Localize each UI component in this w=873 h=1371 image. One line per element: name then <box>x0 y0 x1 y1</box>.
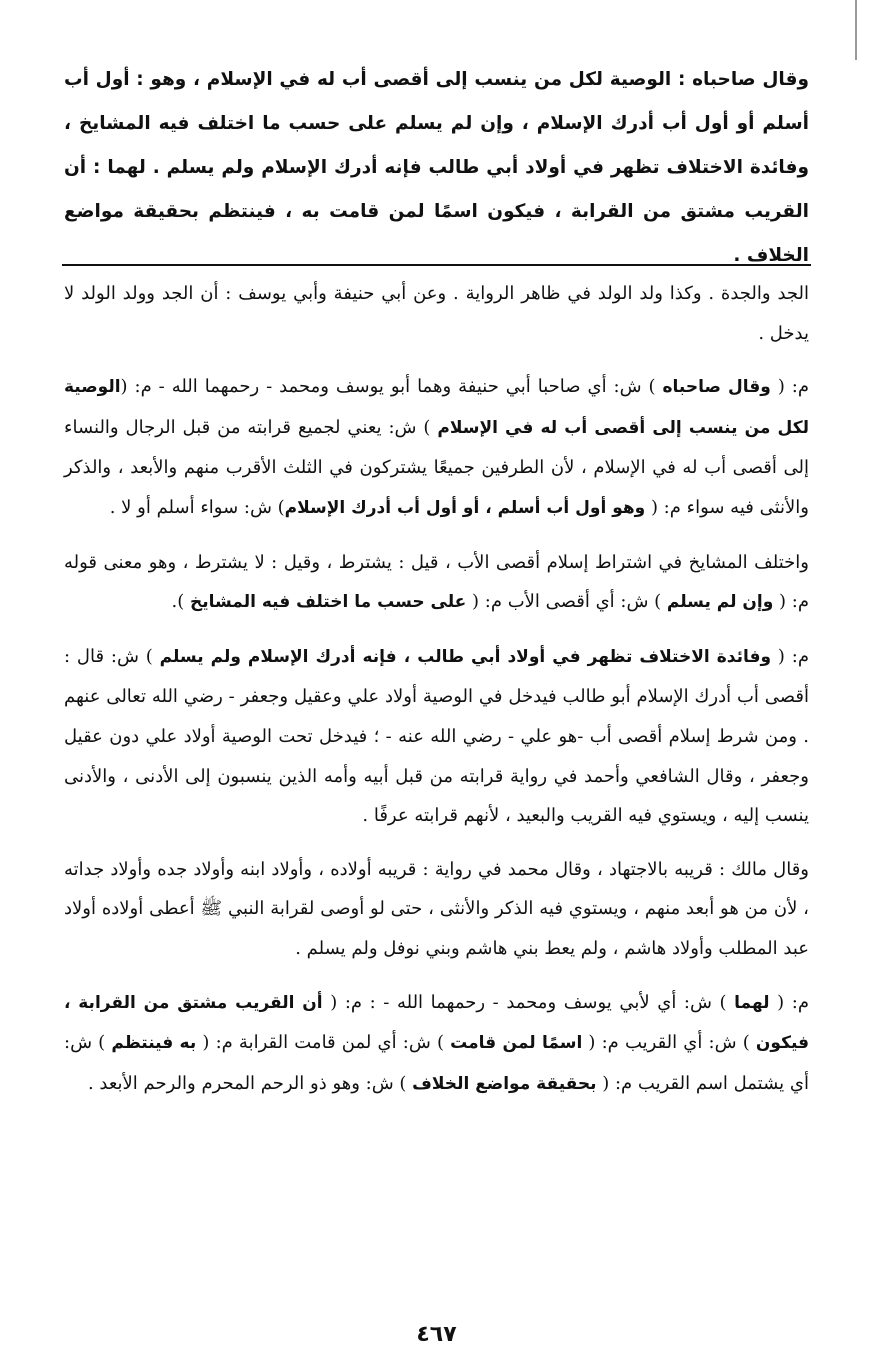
commentary-text: ) ش: قال : أقصى أب أدرك الإسلام أبو طالب فيدخل في الوصية أولاد علي وعقيل وجعفر - رضي الله تعالى عنهم . ومن شرط إسلام أقصى أب -هو علي - رضي الله عنه - ؛ فيدخل تحت الوصية أولاد علي دون عقيل وجعفر ، وقال الشافعي وأحمد في رواية قرابته من قبل أبيه وأمه الذين ينسبون إلى الأدنى ، والأدنى ينسب إليه ، ويستوي فيه القريب والبعيد ، لأنهم قرابته عرفًا . <box>64 645 809 827</box>
commentary-text: ) ش: يعني لجميع قرابته من قبل الرجال والنساء إلى أقصى أب له في الإسلام ، لأن الطرفين جميعًا يشتركون في الثلث الأقرب منهم والأبعد ، والذكر والأنثى فيه سواء م: ( <box>64 416 809 518</box>
commentary-text: م: ( <box>769 991 809 1013</box>
commentary-paragraph <box>64 983 809 1105</box>
commentary-text: وقال مالك : قريبه بالاجتهاد ، وقال محمد في رواية : قريبه أولاده ، وأولاد ابنه وأولاد جده وأولاد جداته ، لأن من هو أبعد منهم ، ويستوي فيه الذكر والأنثى ، حتى لو أوصى لقرابة النبي ﷺ أعطى أولاده أولاد عبد المطلب وأولاد هاشم ، ولم يعط بني هاشم وبني نوفل ولم يسلم . <box>64 858 809 959</box>
commentary-text: واختلف المشايخ في اشتراط إسلام أقصى الأب ، قيل : يشترط ، وقيل : لا يشترط ، وهو معنى قوله م: ( <box>64 551 809 613</box>
commentary-text: ) ش: أي صاحبا أبي حنيفة وهما أبو يوسف ومحمد - رحمهما الله - م: ( <box>120 376 663 398</box>
quoted-matn-text: وإن لم يسلم <box>666 592 774 613</box>
commentary-text: الجد والجدة . وكذا ولد الولد في ظاهر الرواية . وعن أبي حنيفة وأبي يوسف : أن الجد وولد الولد لا يدخل . <box>64 283 809 344</box>
commentary-text: ) ش: أي لمن قامت القرابة م: ( <box>196 1032 451 1054</box>
quoted-matn-text: به فينتظم <box>111 1033 197 1054</box>
commentary-paragraph <box>64 274 809 353</box>
commentary-text: ) ش: أي لأبي يوسف ومحمد - رحمهما الله - : م: ( <box>322 991 735 1013</box>
main-paragraph: وقال صاحباه : الوصية لكل من ينسب إلى أقصى أب له في الإسلام ، وهو : أول أب أسلم أو أول أب أدرك الإسلام ، وإن لم يسلم على حسب ما اختلف فيه المشايخ ، وفائدة الاختلاف تظهر في أولاد أبي طالب فإنه أدرك الإسلام ولم يسلم . لهما : أن القريب مشتق من القرابة ، فيكون اسمًا لمن قامت به ، فينتظم بحقيقة مواضع الخلاف . <box>64 69 809 266</box>
quoted-matn-text: الوصية لكل من ينسب إلى أقصى أب له في الإسلام <box>64 377 809 438</box>
commentary-text: ) ش: وهو ذو الرحم المحرم والرحم الأبعد . <box>87 1072 413 1094</box>
commentary-text: م: ( <box>770 376 810 398</box>
commentary-text: ) ش: سواء أسلم أو لا . <box>109 496 285 518</box>
quoted-matn-text: أن القريب مشتق من القرابة ، فيكون <box>64 992 810 1054</box>
commentary-text: م: ( <box>771 645 809 667</box>
page-number: ٤٦٧ <box>416 1322 457 1347</box>
commentary-paragraph <box>64 637 809 836</box>
commentary-block <box>64 274 809 1118</box>
section-divider <box>62 264 811 266</box>
quoted-matn-text: اسمًا لمن قامت <box>450 1033 583 1054</box>
commentary-text: ). <box>171 591 190 613</box>
quoted-matn-text: وفائدة الاختلاف تظهر في أولاد أبي طالب ، فإنه أدرك الإسلام ولم يسلم <box>159 646 772 667</box>
commentary-paragraph <box>64 850 809 969</box>
quoted-matn-text: وهو أول أب أسلم ، أو أول أب أدرك الإسلام <box>284 497 646 518</box>
page-edge-mark <box>855 0 857 60</box>
quoted-matn-text: لهما <box>734 992 770 1013</box>
commentary-paragraph <box>64 367 809 528</box>
quoted-matn-text: وقال صاحباه <box>662 377 771 398</box>
commentary-text: ) ش: أي يشتمل اسم القريب م: ( <box>64 1032 809 1094</box>
commentary-text: ) ش: أي أقصى الأب م: ( <box>466 591 667 613</box>
quoted-matn-text: على حسب ما اختلف فيه المشايخ <box>189 592 467 613</box>
commentary-text: ) ش: أي القريب م: ( <box>582 1032 756 1054</box>
main-text-block <box>64 58 809 278</box>
quoted-matn-text: بحقيقة مواضع الخلاف <box>412 1073 597 1094</box>
commentary-paragraph <box>64 543 809 623</box>
